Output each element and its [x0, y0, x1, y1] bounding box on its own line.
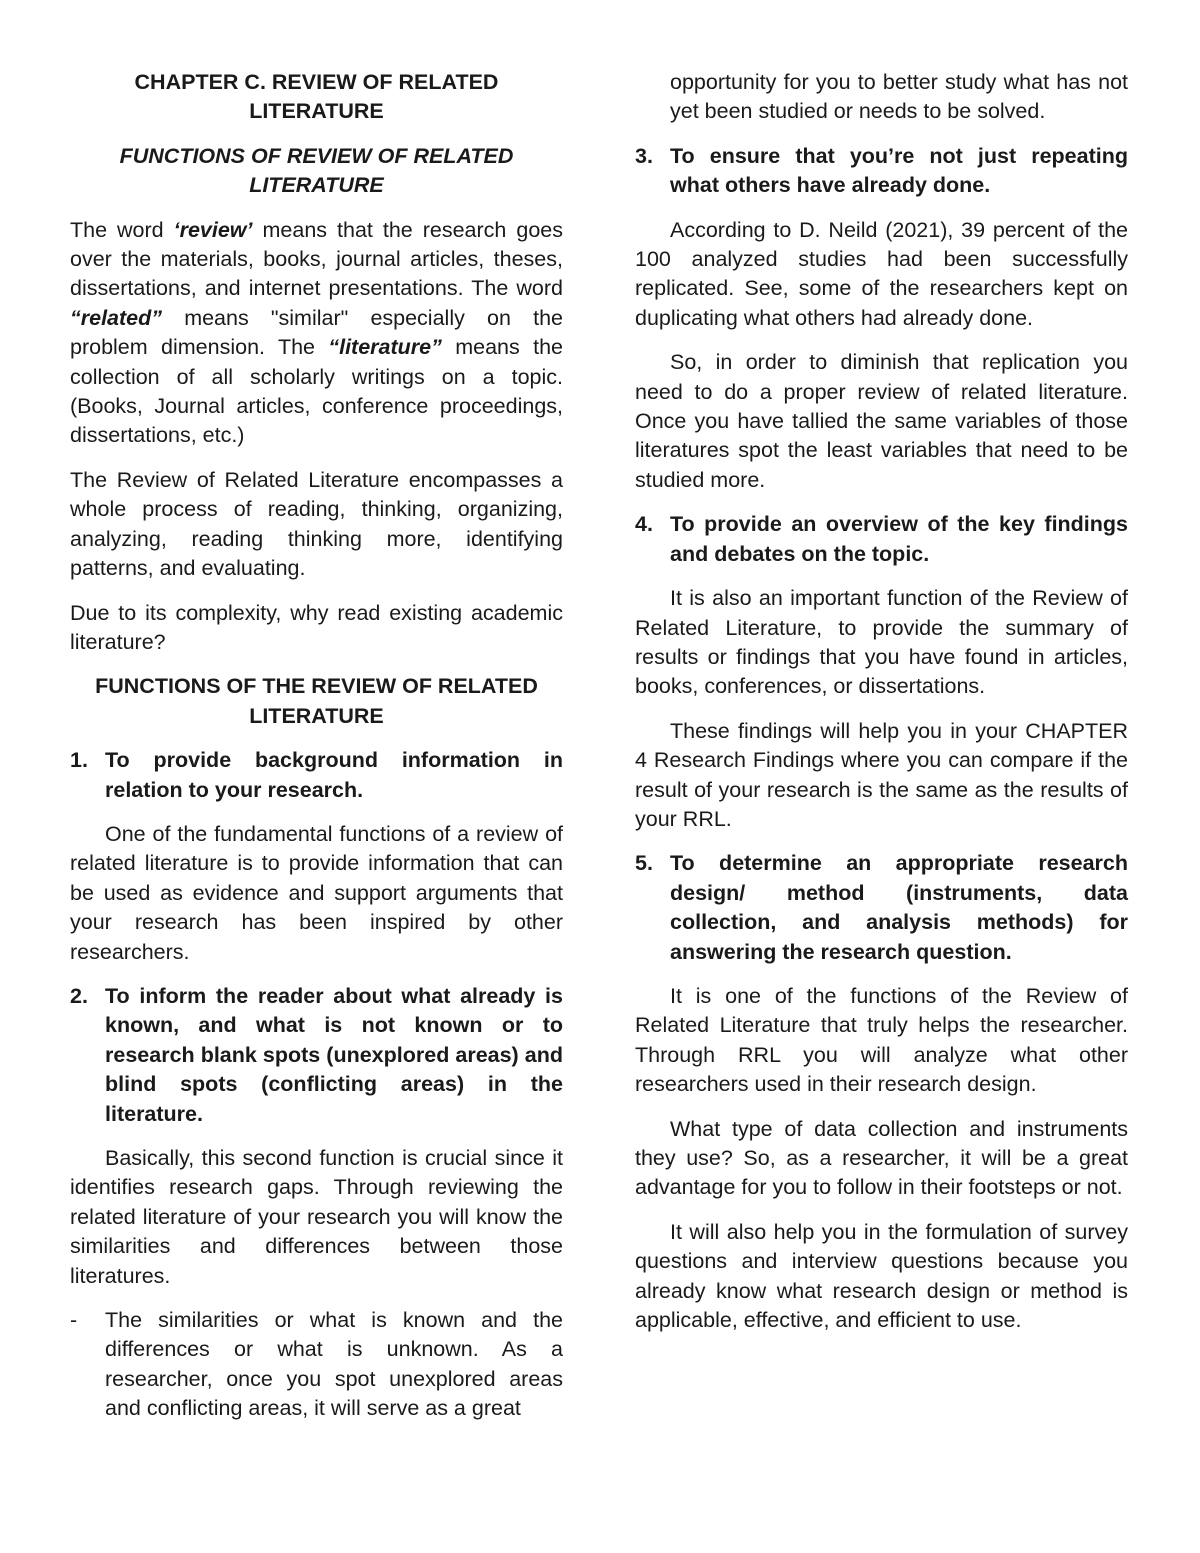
dash-list-item [70, 1306, 563, 1424]
definition-text-3: means "similar" especially on the problem dimension. The [70, 305, 563, 360]
question-paragraph: Due to its complexity, why read existing academic literature? [70, 600, 563, 654]
term-review: ‘review’ [173, 217, 253, 242]
item-heading: To determine an appropriate research design/ method (instruments, data collection, and analysis methods) for answering the research question. [670, 851, 1128, 964]
dash-item-continuation: opportunity for you to better study what has not yet been studied or needs to be solved. [670, 70, 1128, 124]
item-number: 3. [635, 143, 653, 168]
definition-text-1: The word [70, 217, 174, 242]
numbered-item-4 [635, 510, 1128, 569]
dash-item-text: The similarities or what is known and the differences or what is unknown. As a researcher, once you spot unexplored areas and conflicting areas, it will serve as a great [105, 1308, 563, 1421]
item-3-body-2: So, in order to diminish that replication you need to do a proper review of related literature. Once you have tallied the same variables of those literatures spot the least variables that need to be studied more. [635, 350, 1128, 492]
encompasses-paragraph: The Review of Related Literature encompasses a whole process of reading, thinking, organizing, analyzing, reading thinking more, identifying patterns, and evaluating. [70, 467, 563, 581]
item-number: 5. [635, 851, 653, 876]
term-literature: “literature” [328, 335, 442, 360]
item-number: 4. [635, 512, 653, 537]
item-number: 2. [70, 983, 88, 1008]
term-related: “related” [70, 305, 163, 330]
item-heading: To provide background information in relation to your research. [105, 748, 563, 802]
numbered-item-3 [635, 142, 1128, 201]
item-heading: To inform the reader about what already is known, and what is not known or to research blank spots (unexplored areas) and blind spots (conflicting areas) in the literature. [105, 983, 563, 1126]
definition-text-2: means that the research goes over the materials, books, journal articles, theses, dissertations, and internet presentations. The word [70, 217, 563, 301]
dash-marker: - [70, 1308, 78, 1333]
definition-text-4: means the collection of all scholarly writings on a topic. (Books, Journal articles, conference proceedings, dissertations, etc.) [70, 335, 563, 448]
section-heading-functions-list: FUNCTIONS OF THE REVIEW OF RELATED LITERATURE [95, 674, 538, 728]
item-4-body-2: These findings will help you in your CHAPTER 4 Research Findings where you can compare if the result of your research is the same as the results of your RRL. [635, 718, 1128, 831]
item-heading: To provide an overview of the key findings and debates on the topic. [670, 512, 1128, 566]
chapter-title: CHAPTER C. REVIEW OF RELATED LITERATURE [134, 70, 499, 124]
numbered-item-1 [70, 746, 563, 805]
right-column [635, 68, 1128, 1350]
numbered-item-2 [70, 982, 563, 1129]
item-4-body-1: It is also an important function of the Review of Related Literature, to provide the summary of results or findings that you have found in articles, books, conferences, or dissertations. [635, 586, 1128, 699]
item-2-body: Basically, this second function is crucial since it identifies research gaps. Through reviewing the related literature of your research you will know the similarities and differences between those literatures. [70, 1146, 563, 1288]
item-number: 1. [70, 748, 88, 773]
item-5-body-3: It will also help you in the formulation of survey questions and interview questions because you already know what research design or method is applicable, effective, and efficient to use. [635, 1219, 1128, 1333]
definition-paragraph [70, 216, 563, 451]
section-heading-functions: FUNCTIONS OF REVIEW OF RELATED LITERATURE [119, 143, 514, 198]
item-3-body-1: According to D. Neild (2021), 39 percent of the 100 analyzed studies had been successfully replicated. See, some of the researchers kept on duplicating what others had already done. [635, 217, 1128, 330]
item-5-body-1: It is one of the functions of the Review of Related Literature that truly helps the researcher. Through RRL you will analyze what other researchers used in their research design. [635, 983, 1128, 1097]
left-column [70, 68, 563, 1439]
numbered-item-5 [635, 849, 1128, 967]
item-5-body-2: What type of data collection and instruments they use? So, as a researcher, it will be a great advantage for you to follow in their footsteps or not. [635, 1116, 1128, 1200]
item-heading: To ensure that you’re not just repeating what others have already done. [670, 143, 1128, 198]
item-1-body: One of the fundamental functions of a review of related literature is to provide information that can be used as evidence and support arguments that your research has been inspired by other researchers. [70, 821, 563, 964]
